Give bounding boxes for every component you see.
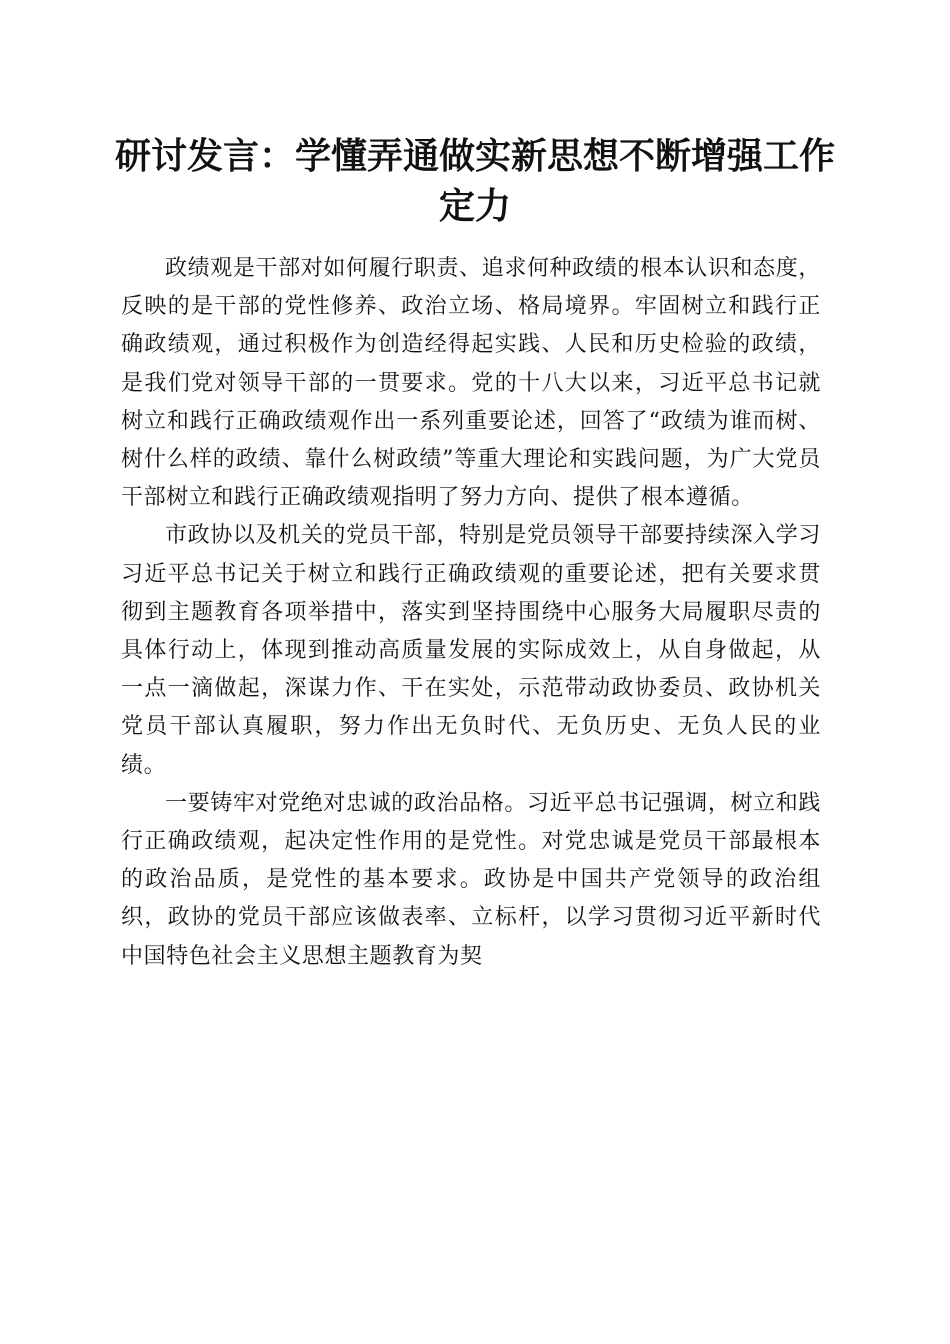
document-title: 研讨发言：学懂弄通做实新思想不断增强工作定力: [114, 136, 835, 227]
paragraph-intro: 政绩观是干部对如何履行职责、追求何种政绩的根本认识和态度，反映的是干部的党性修养、政治立场、格局境界。牢固树立和践行正确政绩观，通过积极作为创造经得起实践、人民和历史检验的政绩，是我们党对领导干部的一贯要求。党的十八大以来，习近平总书记就树立和践行正确政绩观作出一系列重要论述，回答了“政绩为谁而树、树什么样的政绩、靠什么树政绩”等重大理论和实践问题，为广大党员干部树立和践行正确政绩观指明了努力方向、提供了根本遵循。: [121, 256, 821, 511]
paragraph-loyalty: 一要铸牢对党绝对忠诚的政治品格。习近平总书记强调，树立和践行正确政绩观，起决定性作用的是党性。对党忠诚是党员干部最根本的政治品质，是党性的基本要求。政协是中国共产党领导的政治组织，政协的党员干部应该做表率、立标杆，以学习贯彻习近平新时代中国特色社会主义思想主题教育为契: [121, 790, 821, 969]
document-body: [121, 250, 821, 976]
paragraph-cppcc: 市政协以及机关的党员干部，特别是党员领导干部要持续深入学习习近平总书记关于树立和践行正确政绩观的重要论述，把有关要求贯彻到主题教育各项举措中，落实到坚持围绕中心服务大局履职尽责的具体行动上，体现到推动高质量发展的实际成效上，从自身做起，从一点一滴做起，深谋力作、干在实处，示范带动政协委员、政协机关党员干部认真履职，努力作出无负时代、无负历史、无负人民的业绩。: [121, 523, 821, 778]
